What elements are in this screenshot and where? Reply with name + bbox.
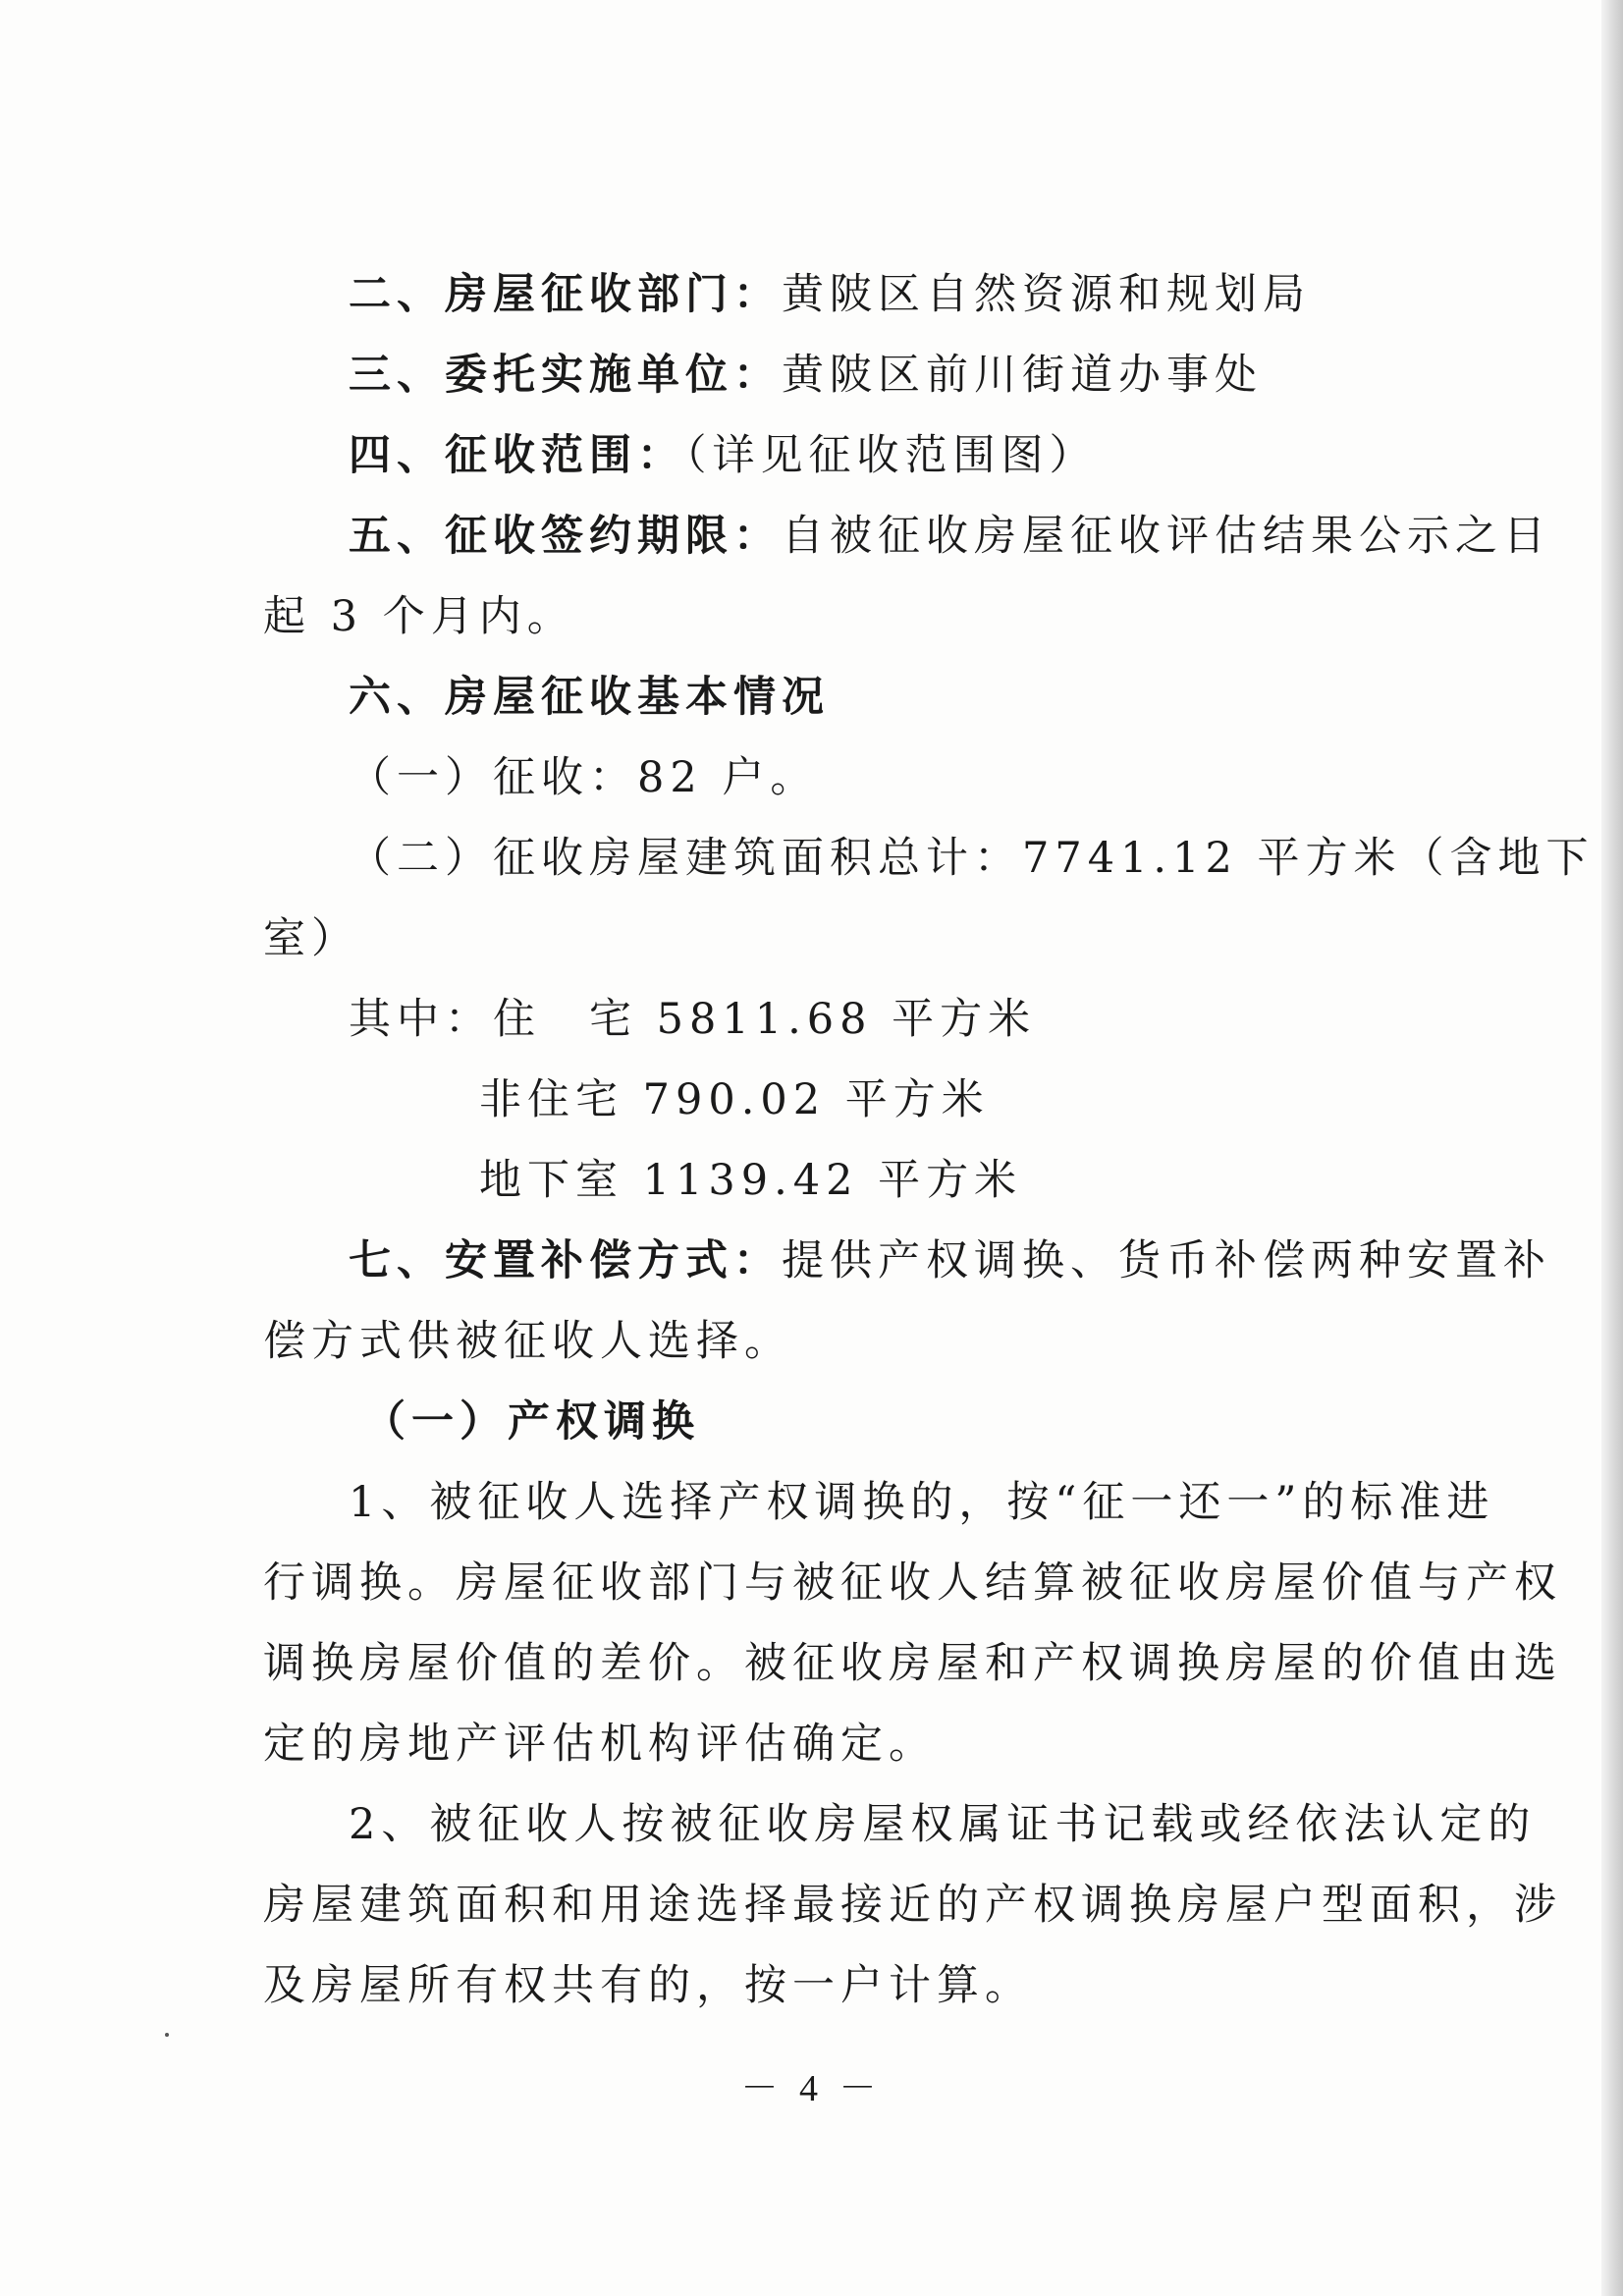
section-6-item-1: （一）征收：82 户。 <box>349 753 819 802</box>
section-7-continuation: 偿方式供被征收人选择。 <box>263 1317 792 1366</box>
section-3-text: 黄陂区前川街道办事处 <box>782 351 1263 400</box>
section-6-item-2-continuation: 室） <box>263 914 359 963</box>
section-3-heading: 三、委托实施单位： <box>349 351 782 400</box>
section-4-line <box>349 426 1098 485</box>
paragraph-2-line-1: 2、被征收人按被征收房屋权属证书记载或经依法认定的 <box>349 1800 1537 1849</box>
section-4-text: （详见征收范围图） <box>685 431 1098 480</box>
paragraph-2-line-3: 及房屋所有权共有的，按一户计算。 <box>263 1961 1033 2010</box>
area-basement: 地下室 1139.42 平方米 <box>479 1156 1023 1205</box>
section-5-line <box>349 507 1551 566</box>
paragraph-1-line-2: 行调换。房屋征收部门与被征收人结算被征收房屋价值与产权 <box>263 1558 1562 1608</box>
section-7-heading: 七、安置补偿方式： <box>349 1236 782 1285</box>
subsection-1-heading: （一）产权调换 <box>363 1397 700 1447</box>
paragraph-1-line-1: 1、被征收人选择产权调换的，按“征一还一”的标准进 <box>349 1478 1495 1527</box>
section-5-continuation: 起 3 个月内。 <box>263 592 575 641</box>
section-7-text: 提供产权调换、货币补偿两种安置补 <box>782 1236 1551 1285</box>
area-residential: 其中：住 宅 5811.68 平方米 <box>349 995 1037 1044</box>
section-6-item-2: （二）征收房屋建筑面积总计：7741.12 平方米（含地下 <box>349 834 1595 883</box>
area-non-residential: 非住宅 790.02 平方米 <box>479 1075 990 1124</box>
paragraph-1-line-3: 调换房屋价值的差价。被征收房屋和产权调换房屋的价值由选 <box>263 1639 1562 1688</box>
paragraph-2-line-2: 房屋建筑面积和用途选择最接近的产权调换房屋户型面积，涉 <box>263 1881 1562 1930</box>
section-5-heading: 五、征收签约期限： <box>349 512 782 561</box>
section-4-heading: 四、征收范围： <box>349 431 685 480</box>
section-3-line <box>349 346 1263 405</box>
section-2-line <box>349 265 1311 324</box>
scan-edge <box>1601 0 1623 2296</box>
section-5-text: 自被征收房屋征收评估结果公示之日 <box>782 512 1551 561</box>
page-number: － 4 － <box>740 2068 883 2109</box>
section-7-line <box>349 1231 1551 1290</box>
paragraph-1-line-4: 定的房地产评估机构评估确定。 <box>263 1720 937 1769</box>
section-6-heading: 六、房屋征收基本情况 <box>349 673 830 722</box>
scan-speck <box>165 2033 169 2037</box>
section-2-text: 黄陂区自然资源和规划局 <box>782 270 1311 319</box>
section-2-heading: 二、房屋征收部门： <box>349 270 782 319</box>
